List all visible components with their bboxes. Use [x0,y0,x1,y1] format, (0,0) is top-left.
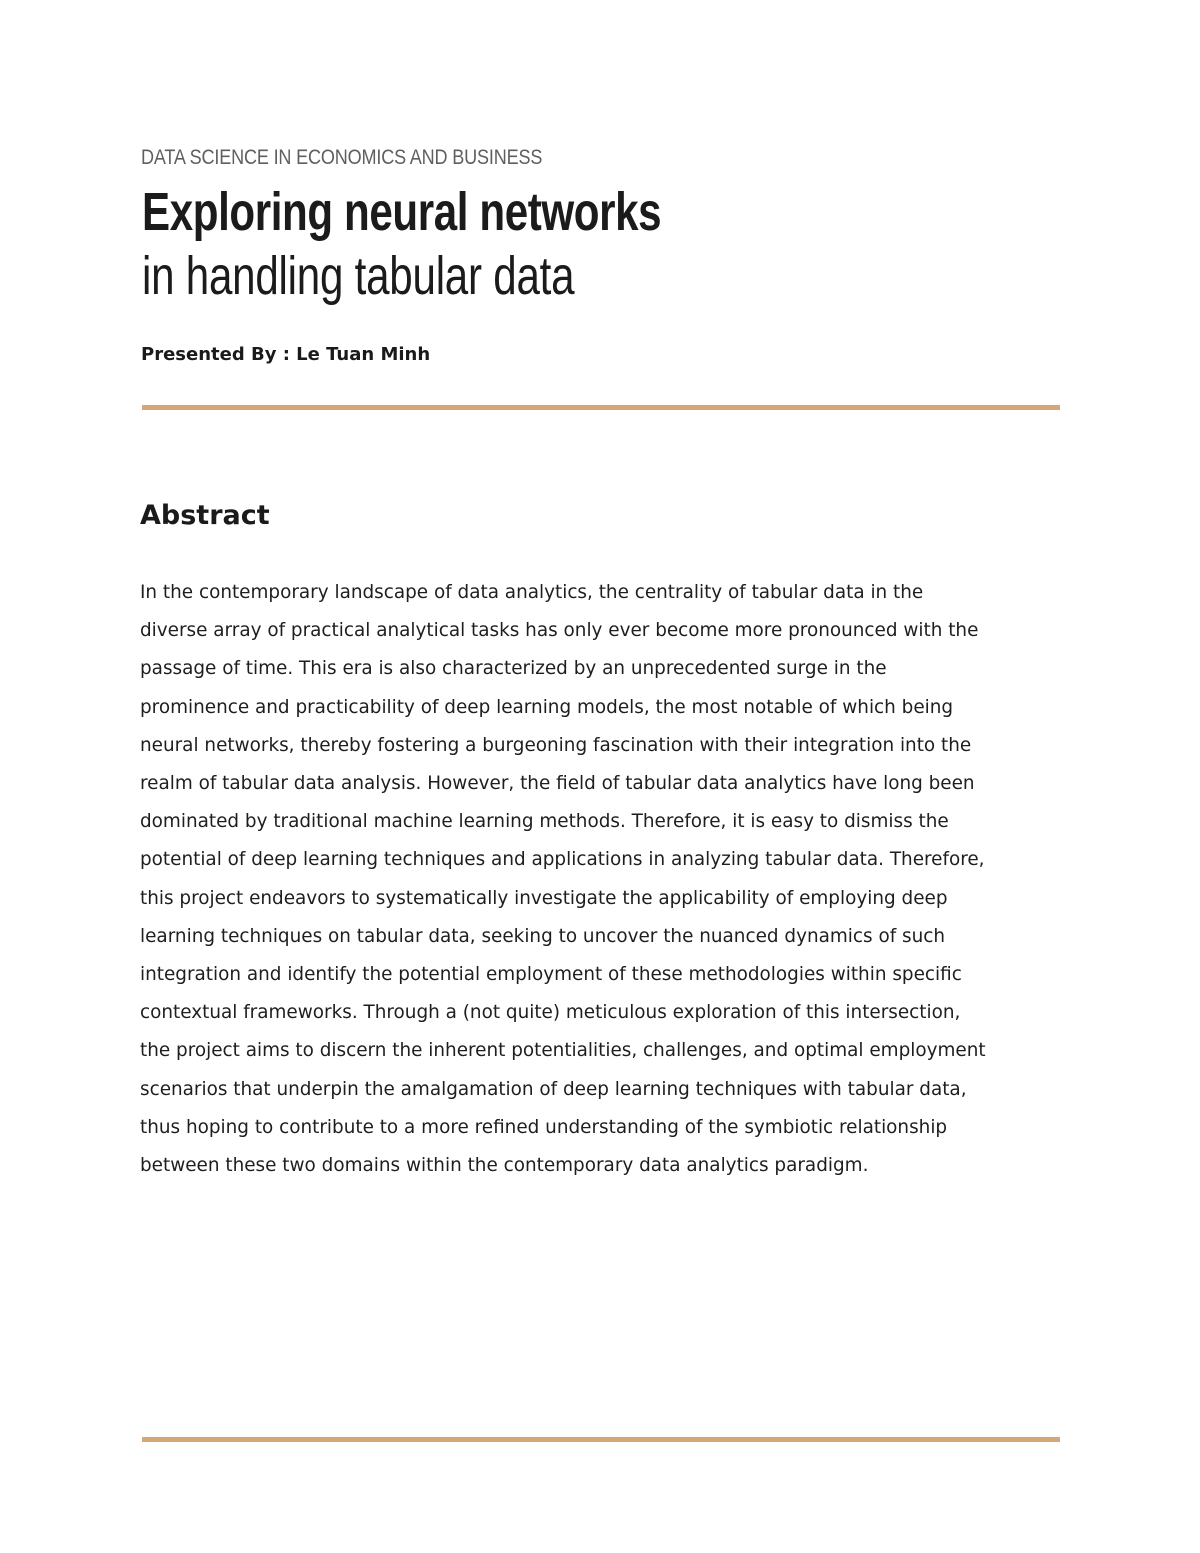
abstract-line: thus hoping to contribute to a more refined understanding of the symbiotic relationship [140,1116,948,1138]
abstract-line: this project endeavors to systematically investigate the applicability of employing deep [140,887,948,909]
abstract-line: potential of deep learning techniques and applications in analyzing tabular data. Therefore, [140,849,985,871]
bottom-divider [142,1437,1060,1442]
abstract-body [140,574,1070,1185]
abstract-line: scenarios that underpin the amalgamation of deep learning techniques with tabular data, [140,1078,967,1100]
course-kicker: DATA SCIENCE IN ECONOMICS AND BUSINESS [141,146,543,169]
abstract-line: realm of tabular data analysis. However, the field of tabular data analytics have long been [140,773,975,795]
abstract-heading: Abstract [140,500,270,531]
abstract-line: diverse array of practical analytical tasks has only ever become more pronounced with the [140,620,979,642]
abstract-line: prominence and practicability of deep learning models, the most notable of which being [140,696,954,718]
abstract-line: learning techniques on tabular data, seeking to uncover the nuanced dynamics of such [140,925,946,947]
abstract-line: between these two domains within the contemporary data analytics paradigm. [140,1155,869,1177]
abstract-line: the project aims to discern the inherent potentialities, challenges, and optimal employment [140,1040,986,1062]
abstract-line: In the contemporary landscape of data analytics, the centrality of tabular data in the [140,582,924,603]
abstract-line: contextual frameworks. Through a (not quite) meticulous exploration of this intersection, [140,1002,961,1024]
top-divider [142,405,1060,410]
presenter-line: Presented By : Le Tuan Minh [141,344,431,365]
title-line-1: Exploring neural networks [142,182,662,242]
title-line-2: in handling tabular data [142,246,575,306]
abstract-line: dominated by traditional machine learning methods. Therefore, it is easy to dismiss the [140,811,949,833]
abstract-line: passage of time. This era is also characterized by an unprecedented surge in the [140,658,887,680]
abstract-line: neural networks, thereby fostering a burgeoning fascination with their integration into the [140,734,972,756]
document-title [142,180,661,308]
abstract-line: integration and identify the potential employment of these methodologies within specific [140,964,962,986]
